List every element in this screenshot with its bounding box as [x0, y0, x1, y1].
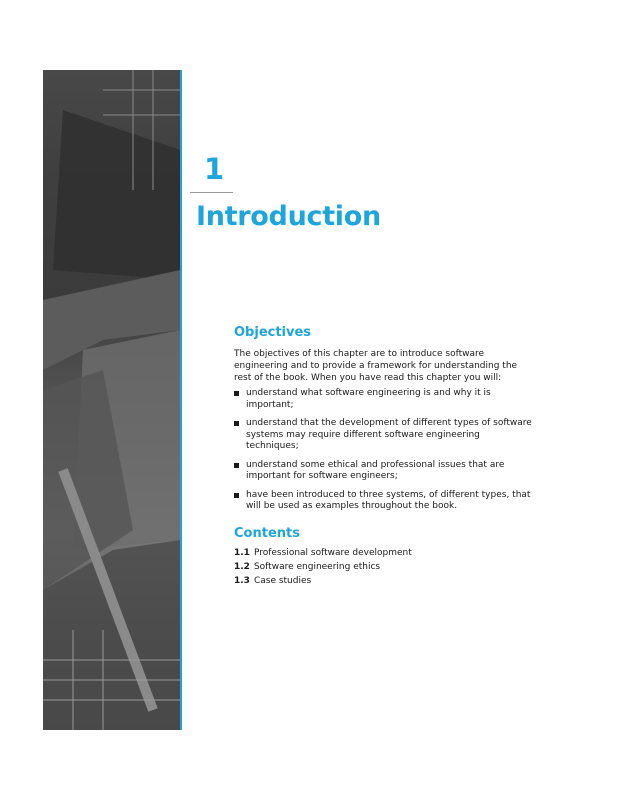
objective-text: understand what software engineering is and why it is important;	[246, 388, 491, 410]
section-number: 1.3	[234, 576, 250, 586]
chapter-cover-photo	[43, 70, 180, 730]
chapter-rule	[190, 192, 233, 193]
objectives-intro: The objectives of this chapter are to introduce software engineering and to provide a framework for understanding the rest of the book. When you have read this chapter you will:	[234, 349, 518, 383]
bullet-icon	[234, 391, 239, 396]
bullet-icon	[234, 493, 239, 498]
list-item	[234, 418, 534, 453]
contents-item[interactable]	[234, 560, 534, 574]
chapter-number: 1	[204, 152, 225, 186]
section-label: Professional software development	[253, 548, 412, 558]
chapter-title: Introduction	[196, 201, 381, 232]
objectives-heading: Objectives	[234, 325, 312, 340]
objectives-list	[234, 388, 534, 520]
objective-text: have been introduced to three systems, of different types, that will be used as examples throughout the book.	[246, 489, 531, 511]
bullet-icon	[234, 463, 239, 468]
section-label: Case studies	[253, 576, 312, 586]
bullet-icon	[234, 421, 239, 426]
objective-text: understand some ethical and professional issues that are important for software engineers;	[246, 459, 505, 481]
section-label: Software engineering ethics	[253, 562, 381, 572]
contents-item[interactable]	[234, 574, 534, 588]
contents-list	[234, 546, 534, 588]
list-item	[234, 490, 534, 513]
objective-text: understand that the development of different types of software systems may require different software engineering techniques;	[246, 418, 532, 451]
list-item	[234, 460, 534, 483]
section-number: 1.2	[234, 562, 250, 572]
contents-item[interactable]	[234, 546, 534, 560]
contents-heading: Contents	[234, 526, 300, 541]
section-number: 1.1	[234, 548, 250, 558]
list-item	[234, 388, 534, 411]
accent-divider-line	[180, 70, 182, 730]
